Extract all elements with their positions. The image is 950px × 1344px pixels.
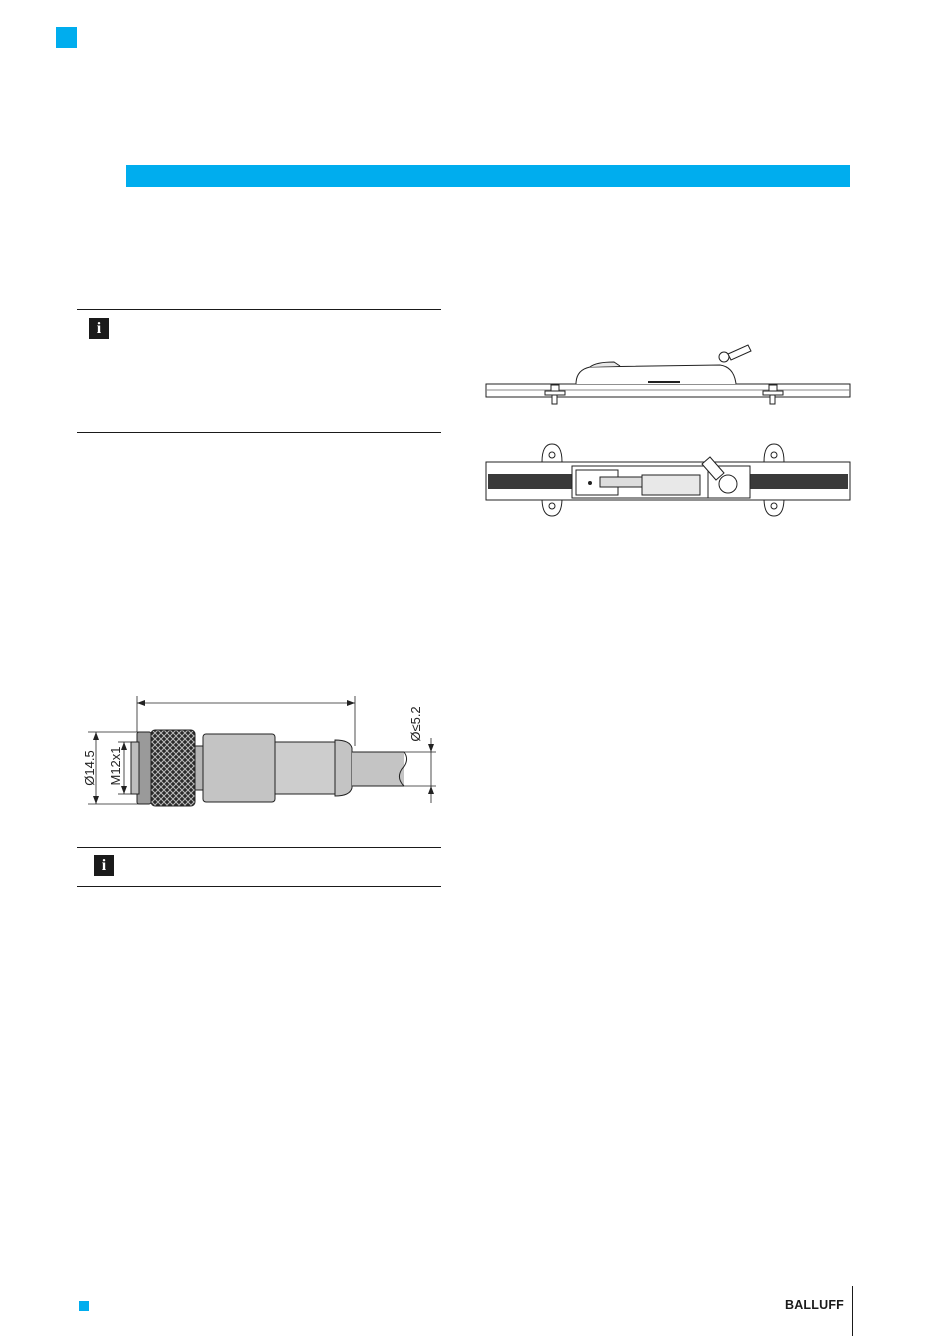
section-header-bar <box>126 165 850 187</box>
footer-marker <box>79 1301 89 1311</box>
info-icon: i <box>94 855 114 876</box>
cable-dia-label: Ø≤5.2 <box>408 706 423 742</box>
brand-logo: BALLUFF <box>784 1298 844 1312</box>
side-view <box>486 345 850 404</box>
note2-bottom-rule <box>77 886 441 887</box>
note-bottom-rule <box>77 432 441 433</box>
footer-divider <box>852 1286 853 1336</box>
mounting-drawing <box>480 340 860 540</box>
dia-outer-label: Ø14.5 <box>82 750 97 786</box>
top-view <box>486 444 850 516</box>
connector-dimension-drawing <box>74 688 444 818</box>
thread-label: M12x1 <box>108 746 123 786</box>
note-top-rule <box>77 309 441 310</box>
note2-top-rule <box>77 847 441 848</box>
info-icon: i <box>89 318 109 339</box>
corner-marker <box>56 27 77 48</box>
